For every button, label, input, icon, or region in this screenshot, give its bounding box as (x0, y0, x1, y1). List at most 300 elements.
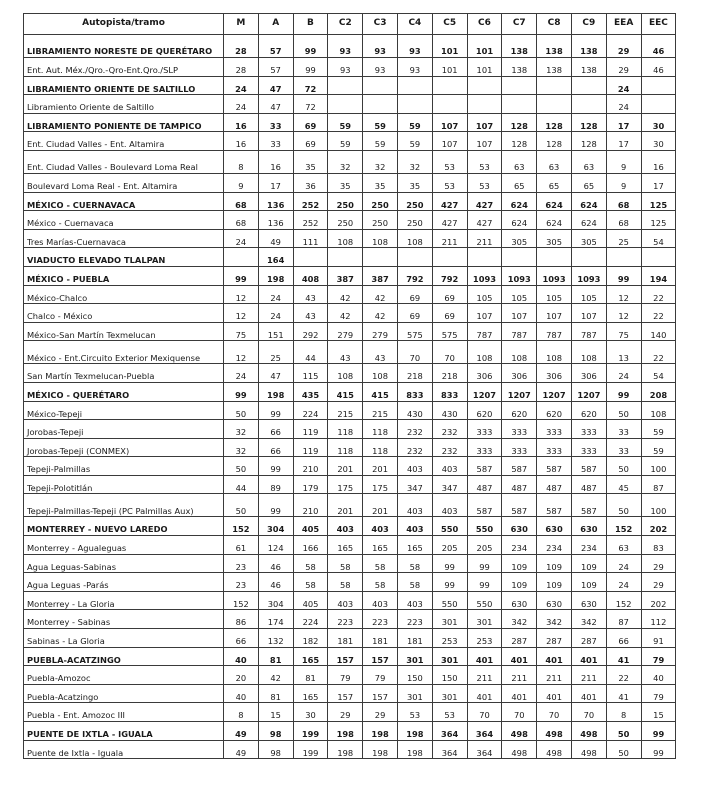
toll-cell-eea: 17 (606, 113, 641, 132)
toll-cell-c9: 109 (571, 573, 606, 592)
toll-cell-m: 32 (224, 420, 259, 439)
toll-cell-c5: 99 (432, 573, 467, 592)
toll-cell-b: 30 (293, 703, 328, 722)
table-row (24, 591, 676, 610)
toll-table-page (23, 13, 676, 759)
table-row (24, 703, 676, 722)
toll-cell-b: 69 (293, 113, 328, 132)
toll-cell-b: 36 (293, 173, 328, 192)
toll-cell-c5 (432, 95, 467, 114)
toll-cell-c5: 347 (432, 475, 467, 494)
route-name-cell: Puebla-Acatzingo (24, 684, 224, 703)
toll-cell-c7 (502, 248, 537, 267)
toll-cell-c6: 427 (467, 211, 502, 230)
toll-cell-eea: 50 (606, 401, 641, 420)
table-row (24, 322, 676, 341)
toll-cell-c3: 403 (363, 517, 398, 536)
toll-cell-c9: 620 (571, 401, 606, 420)
header-c9: C9 (571, 14, 606, 35)
table-row (24, 132, 676, 151)
toll-cell-c7: 624 (502, 211, 537, 230)
toll-cell-m: 152 (224, 517, 259, 536)
toll-cell-c7: 306 (502, 364, 537, 383)
toll-cell-c7: 342 (502, 610, 537, 629)
toll-cell-c2: 118 (328, 438, 363, 457)
toll-cell-eec (641, 76, 676, 95)
toll-cell-c6: 211 (467, 229, 502, 248)
toll-cell-c5: 364 (432, 722, 467, 741)
toll-cell-eea: 68 (606, 211, 641, 230)
toll-cell-c7: 587 (502, 457, 537, 476)
toll-cell-c6: 211 (467, 666, 502, 685)
toll-cell-c5 (432, 76, 467, 95)
toll-cell-c4: 53 (397, 703, 432, 722)
toll-cell-c8: 1207 (537, 382, 572, 401)
toll-cell-c5: 53 (432, 173, 467, 192)
toll-cell-eec: 79 (641, 684, 676, 703)
toll-cell-c8: 401 (537, 647, 572, 666)
section-row (24, 35, 676, 58)
toll-cell-c8: 630 (537, 591, 572, 610)
toll-cell-c2: 93 (328, 35, 363, 58)
toll-cell-m: 23 (224, 573, 259, 592)
toll-cell-c2: 201 (328, 494, 363, 517)
route-name-cell: Monterrey - Agualeguas (24, 536, 224, 555)
toll-cell-c8: 211 (537, 666, 572, 685)
header-eea: EEA (606, 14, 641, 35)
toll-cell-c7: 234 (502, 536, 537, 555)
toll-cell-eea: 152 (606, 591, 641, 610)
toll-cell-eec: 208 (641, 382, 676, 401)
toll-cell-c6: 364 (467, 740, 502, 759)
route-name-cell: Agua Leguas-Sabinas (24, 554, 224, 573)
toll-cell-c8: 128 (537, 132, 572, 151)
toll-cell-c3 (363, 76, 398, 95)
toll-cell-eec: 16 (641, 150, 676, 173)
toll-cell-c4: 165 (397, 536, 432, 555)
toll-cell-c6: 620 (467, 401, 502, 420)
route-name-cell: PUENTE DE IXTLA - IGUALA (24, 722, 224, 741)
toll-cell-c5: 53 (432, 703, 467, 722)
toll-cell-m: 8 (224, 703, 259, 722)
toll-cell-m: 68 (224, 211, 259, 230)
toll-cell-c4: 792 (397, 266, 432, 285)
toll-cell-b: 58 (293, 554, 328, 573)
toll-cell-c2: 29 (328, 703, 363, 722)
toll-cell-c4: 301 (397, 684, 432, 703)
toll-cell-c2: 250 (328, 211, 363, 230)
table-row (24, 494, 676, 517)
route-name-cell: San Martín Texmelucan-Puebla (24, 364, 224, 383)
toll-cell-c7: 587 (502, 494, 537, 517)
toll-cell-eea: 24 (606, 364, 641, 383)
toll-cell-c8: 333 (537, 438, 572, 457)
route-name-cell: México-Chalco (24, 285, 224, 304)
toll-cell-b: 252 (293, 211, 328, 230)
toll-cell-c3: 108 (363, 364, 398, 383)
toll-cell-b: 165 (293, 684, 328, 703)
toll-cell-m: 24 (224, 364, 259, 383)
toll-cell-eea: 99 (606, 382, 641, 401)
table-header-row (24, 14, 676, 35)
toll-cell-c2: 415 (328, 382, 363, 401)
toll-cell-c7 (502, 95, 537, 114)
toll-cell-a: 46 (258, 554, 293, 573)
toll-cell-eec: 100 (641, 457, 676, 476)
toll-cell-eec: 22 (641, 285, 676, 304)
toll-cell-c4: 69 (397, 285, 432, 304)
toll-cell-c4: 833 (397, 382, 432, 401)
toll-cell-c6 (467, 248, 502, 267)
toll-cell-c3: 201 (363, 494, 398, 517)
toll-cell-eec: 125 (641, 192, 676, 211)
header-c5: C5 (432, 14, 467, 35)
toll-cell-c3: 201 (363, 457, 398, 476)
toll-cell-c9: 624 (571, 211, 606, 230)
toll-cell-a: 304 (258, 591, 293, 610)
toll-cell-c6: 550 (467, 591, 502, 610)
header-m: M (224, 14, 259, 35)
toll-cell-c5: 101 (432, 35, 467, 58)
toll-cell-c4: 430 (397, 401, 432, 420)
toll-cell-eea: 50 (606, 740, 641, 759)
toll-cell-m: 16 (224, 113, 259, 132)
route-name-cell: Ent. Aut. Méx./Qro.-Qro-Ent.Qro./SLP (24, 58, 224, 77)
toll-cell-eea: 63 (606, 536, 641, 555)
toll-cell-c3: 403 (363, 591, 398, 610)
toll-cell-c2: 58 (328, 573, 363, 592)
route-name-cell: Agua Leguas -Parás (24, 573, 224, 592)
toll-cell-c3: 415 (363, 382, 398, 401)
toll-cell-c7: 287 (502, 629, 537, 648)
toll-cell-c9: 587 (571, 457, 606, 476)
toll-cell-c8: 70 (537, 703, 572, 722)
toll-cell-eec: 194 (641, 266, 676, 285)
toll-cell-a: 174 (258, 610, 293, 629)
toll-cell-c6: 53 (467, 173, 502, 192)
toll-cell-c6: 70 (467, 703, 502, 722)
toll-cell-c7: 109 (502, 554, 537, 573)
toll-cell-c9 (571, 95, 606, 114)
toll-cell-b: 199 (293, 740, 328, 759)
toll-cell-a: 57 (258, 35, 293, 58)
toll-cell-c3: 215 (363, 401, 398, 420)
toll-cell-a: 99 (258, 457, 293, 476)
toll-cell-eec: 125 (641, 211, 676, 230)
toll-cell-c2: 181 (328, 629, 363, 648)
toll-cell-a: 99 (258, 401, 293, 420)
toll-cell-c2: 198 (328, 722, 363, 741)
toll-cell-eea: 50 (606, 494, 641, 517)
toll-cell-c6: 107 (467, 113, 502, 132)
toll-cell-b: 69 (293, 132, 328, 151)
toll-cell-eec: 99 (641, 740, 676, 759)
toll-cell-m: 44 (224, 475, 259, 494)
toll-cell-eea: 29 (606, 58, 641, 77)
header-b: B (293, 14, 328, 35)
toll-cell-b: 119 (293, 438, 328, 457)
toll-cell-m: 68 (224, 192, 259, 211)
toll-cell-m: 32 (224, 438, 259, 457)
toll-cell-c4: 198 (397, 722, 432, 741)
toll-cell-c2 (328, 76, 363, 95)
toll-cell-c5: 205 (432, 536, 467, 555)
toll-cell-c2: 35 (328, 173, 363, 192)
toll-cell-a: 16 (258, 150, 293, 173)
toll-cell-c6: 53 (467, 150, 502, 173)
toll-cell-c8: 624 (537, 211, 572, 230)
toll-cell-b: 405 (293, 517, 328, 536)
toll-cell-eec: 202 (641, 517, 676, 536)
toll-cell-c3: 93 (363, 58, 398, 77)
toll-cell-c4: 59 (397, 113, 432, 132)
toll-cell-a: 98 (258, 722, 293, 741)
toll-cell-c9: 287 (571, 629, 606, 648)
toll-cell-b: 72 (293, 76, 328, 95)
toll-cell-m: 99 (224, 266, 259, 285)
toll-cell-a: 136 (258, 211, 293, 230)
route-name-cell: MÉXICO - CUERNAVACA (24, 192, 224, 211)
toll-cell-c6 (467, 76, 502, 95)
toll-cell-c5: 107 (432, 113, 467, 132)
toll-cell-c6 (467, 95, 502, 114)
toll-cell-c8: 109 (537, 554, 572, 573)
toll-cell-c3: 157 (363, 647, 398, 666)
route-name-cell: Tepeji-Palmillas-Tepeji (PC Palmillas Aux) (24, 494, 224, 517)
toll-cell-c6: 1207 (467, 382, 502, 401)
toll-cell-eea: 50 (606, 722, 641, 741)
toll-cell-c5: 301 (432, 610, 467, 629)
toll-cell-c5: 70 (432, 341, 467, 364)
toll-cell-a: 66 (258, 420, 293, 439)
toll-cell-c2: 403 (328, 517, 363, 536)
toll-cell-eea: 41 (606, 647, 641, 666)
toll-cell-c8: 401 (537, 684, 572, 703)
toll-cell-c6: 1093 (467, 266, 502, 285)
route-name-cell: LIBRAMIENTO PONIENTE DE TAMPICO (24, 113, 224, 132)
toll-cell-c3: 118 (363, 438, 398, 457)
route-name-cell: LIBRAMIENTO ORIENTE DE SALTILLO (24, 76, 224, 95)
toll-cell-m: 50 (224, 401, 259, 420)
section-row (24, 517, 676, 536)
toll-cell-c9: 1207 (571, 382, 606, 401)
route-name-cell: Monterrey - Sabinas (24, 610, 224, 629)
table-row (24, 95, 676, 114)
toll-cell-c6: 107 (467, 132, 502, 151)
table-row (24, 684, 676, 703)
table-row (24, 58, 676, 77)
toll-cell-c2: 108 (328, 364, 363, 383)
toll-cell-c2: 201 (328, 457, 363, 476)
toll-cell-eea: 8 (606, 703, 641, 722)
toll-cell-b: 58 (293, 573, 328, 592)
toll-cell-a: 198 (258, 382, 293, 401)
toll-cell-c4: 35 (397, 173, 432, 192)
toll-cell-c3: 58 (363, 554, 398, 573)
toll-cell-c9: 498 (571, 722, 606, 741)
toll-cell-c3: 165 (363, 536, 398, 555)
toll-cell-c6: 99 (467, 554, 502, 573)
toll-cell-c9: 333 (571, 438, 606, 457)
toll-cell-b: 179 (293, 475, 328, 494)
toll-cell-c9 (571, 76, 606, 95)
toll-cell-c8: 138 (537, 58, 572, 77)
toll-cell-a: 66 (258, 438, 293, 457)
toll-cell-c2: 43 (328, 341, 363, 364)
toll-cell-eea: 45 (606, 475, 641, 494)
toll-cell-c6: 587 (467, 494, 502, 517)
toll-cell-c6: 587 (467, 457, 502, 476)
toll-cell-eec: 54 (641, 229, 676, 248)
toll-cell-c7: 63 (502, 150, 537, 173)
toll-cell-c6: 108 (467, 341, 502, 364)
toll-cell-eea: 152 (606, 517, 641, 536)
toll-cell-c2: 175 (328, 475, 363, 494)
toll-cell-c7: 109 (502, 573, 537, 592)
toll-cell-b: 99 (293, 58, 328, 77)
toll-cell-eec: 30 (641, 132, 676, 151)
toll-cell-c8: 63 (537, 150, 572, 173)
toll-cell-c2: 59 (328, 113, 363, 132)
toll-cell-c8: 107 (537, 304, 572, 323)
toll-cell-m: 16 (224, 132, 259, 151)
toll-cell-b: 44 (293, 341, 328, 364)
toll-cell-b: 408 (293, 266, 328, 285)
section-row (24, 113, 676, 132)
toll-cell-c2: 223 (328, 610, 363, 629)
toll-cell-c5: 107 (432, 132, 467, 151)
route-name-cell: LIBRAMIENTO NORESTE DE QUERÉTARO (24, 35, 224, 58)
route-name-cell: Puente de Ixtla - Iguala (24, 740, 224, 759)
route-name-cell: Puebla-Amozoc (24, 666, 224, 685)
toll-cell-m: 86 (224, 610, 259, 629)
toll-cell-c9: 630 (571, 591, 606, 610)
toll-cell-c8: 108 (537, 341, 572, 364)
toll-cell-eec: 17 (641, 173, 676, 192)
section-row (24, 266, 676, 285)
toll-cell-c4 (397, 76, 432, 95)
table-row (24, 740, 676, 759)
toll-cell-c8: 498 (537, 740, 572, 759)
toll-cell-m: 24 (224, 229, 259, 248)
toll-cell-c8 (537, 95, 572, 114)
toll-cell-c9: 306 (571, 364, 606, 383)
toll-cell-c2: 32 (328, 150, 363, 173)
toll-cell-c7: 138 (502, 58, 537, 77)
toll-cell-c8: 624 (537, 192, 572, 211)
toll-cell-c2: 157 (328, 647, 363, 666)
toll-cell-c6: 205 (467, 536, 502, 555)
toll-cell-c6: 101 (467, 58, 502, 77)
toll-cell-a: 164 (258, 248, 293, 267)
toll-cell-c4: 223 (397, 610, 432, 629)
toll-cell-c2 (328, 248, 363, 267)
toll-cell-c6: 105 (467, 285, 502, 304)
toll-cell-c5: 403 (432, 494, 467, 517)
toll-cell-b: 252 (293, 192, 328, 211)
toll-cell-c9: 65 (571, 173, 606, 192)
toll-cell-eec: 202 (641, 591, 676, 610)
toll-cell-c4: 232 (397, 420, 432, 439)
header-eec: EEC (641, 14, 676, 35)
toll-cell-c7: 630 (502, 517, 537, 536)
toll-cell-c6: 401 (467, 647, 502, 666)
toll-cell-eec: 22 (641, 304, 676, 323)
toll-cell-a: 42 (258, 666, 293, 685)
route-name-cell: MÉXICO - QUERÉTARO (24, 382, 224, 401)
route-name-cell: Ent. Ciudad Valles - Ent. Altamira (24, 132, 224, 151)
toll-cell-a: 99 (258, 494, 293, 517)
toll-cell-m: 40 (224, 647, 259, 666)
toll-cell-c9: 70 (571, 703, 606, 722)
toll-cell-c2: 387 (328, 266, 363, 285)
toll-cell-eec: 29 (641, 573, 676, 592)
toll-cell-c4: 93 (397, 35, 432, 58)
toll-cell-c5: 427 (432, 192, 467, 211)
toll-cell-c5: 69 (432, 304, 467, 323)
toll-cell-c4: 250 (397, 211, 432, 230)
toll-cell-c5: 218 (432, 364, 467, 383)
toll-cell-c3: 250 (363, 192, 398, 211)
toll-cell-c6: 364 (467, 722, 502, 741)
toll-cell-c5: 101 (432, 58, 467, 77)
toll-cell-eea: 87 (606, 610, 641, 629)
toll-cell-c5: 364 (432, 740, 467, 759)
toll-cell-c6: 99 (467, 573, 502, 592)
toll-cell-c7: 487 (502, 475, 537, 494)
toll-cell-c4: 59 (397, 132, 432, 151)
toll-cell-c7: 105 (502, 285, 537, 304)
toll-cell-eea: 50 (606, 457, 641, 476)
toll-cell-c3: 42 (363, 285, 398, 304)
toll-cell-a: 132 (258, 629, 293, 648)
toll-cell-c9: 630 (571, 517, 606, 536)
toll-cell-c2: 108 (328, 229, 363, 248)
toll-cell-c5: 150 (432, 666, 467, 685)
toll-cell-a: 49 (258, 229, 293, 248)
toll-cell-c8: 306 (537, 364, 572, 383)
toll-cell-c4: 218 (397, 364, 432, 383)
toll-cell-c3: 42 (363, 304, 398, 323)
toll-cell-b: 166 (293, 536, 328, 555)
toll-cell-b: 81 (293, 666, 328, 685)
toll-cell-c4: 403 (397, 494, 432, 517)
toll-cell-c9: 587 (571, 494, 606, 517)
route-name-cell: México - Cuernavaca (24, 211, 224, 230)
toll-cell-c8 (537, 248, 572, 267)
toll-cell-eea: 41 (606, 684, 641, 703)
toll-cell-m: 12 (224, 341, 259, 364)
toll-cell-eec: 15 (641, 703, 676, 722)
toll-cell-c2: 157 (328, 684, 363, 703)
toll-cell-c2: 250 (328, 192, 363, 211)
toll-cell-a: 47 (258, 95, 293, 114)
table-row (24, 536, 676, 555)
toll-cell-c5: 833 (432, 382, 467, 401)
toll-cell-c7: 138 (502, 35, 537, 58)
route-name-cell: Tepeji-Polotitlán (24, 475, 224, 494)
toll-cell-c3: 250 (363, 211, 398, 230)
toll-cell-a: 24 (258, 304, 293, 323)
toll-cell-c7: 624 (502, 192, 537, 211)
toll-cell-c7: 1093 (502, 266, 537, 285)
toll-cell-b: 115 (293, 364, 328, 383)
route-name-cell: Tres Marías-Cuernavaca (24, 229, 224, 248)
table-row (24, 554, 676, 573)
toll-cell-c7: 787 (502, 322, 537, 341)
toll-cell-c3: 79 (363, 666, 398, 685)
toll-cell-c5: 427 (432, 211, 467, 230)
